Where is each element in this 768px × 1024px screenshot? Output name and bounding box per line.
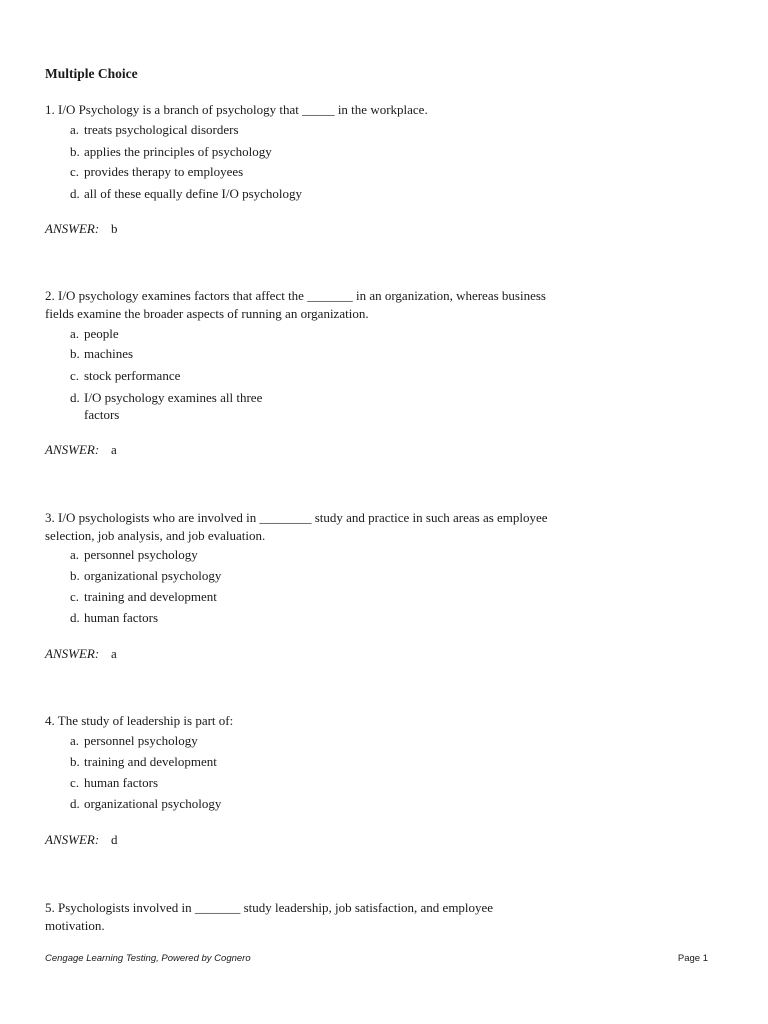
- option-text: I/O psychology examines all three: [84, 390, 263, 405]
- option-d[interactable]: [70, 390, 262, 406]
- option-a[interactable]: [70, 547, 198, 563]
- option-c[interactable]: [70, 775, 158, 791]
- answer-line: [45, 832, 118, 848]
- option-text: human factors: [84, 610, 159, 625]
- option-letter: a.: [70, 733, 80, 748]
- option-text: human factors: [84, 775, 159, 790]
- option-a[interactable]: [70, 733, 198, 749]
- question-stem: 4. The study of leadership is part of:: [45, 713, 234, 728]
- option-letter: a.: [70, 547, 80, 562]
- option-b[interactable]: [70, 346, 133, 362]
- option-letter: d.: [70, 796, 80, 811]
- answer-line: [45, 221, 118, 237]
- option-text: people: [84, 326, 119, 341]
- answer-label: ANSWER:: [45, 832, 100, 847]
- question-stem-continued: selection, job analysis, and job evaluation.: [45, 528, 266, 543]
- option-letter: c.: [70, 775, 80, 790]
- option-letter: c.: [70, 368, 80, 383]
- question-stem: 1. I/O Psychology is a branch of psychology that _____ in the workplace.: [45, 102, 428, 117]
- option-letter: b.: [70, 144, 80, 159]
- option-b[interactable]: [70, 568, 221, 584]
- section-title: Multiple Choice: [45, 66, 138, 81]
- option-letter: b.: [70, 568, 80, 583]
- page-number: Page 1: [677, 953, 708, 964]
- option-a[interactable]: [70, 122, 239, 138]
- option-c[interactable]: [70, 368, 180, 384]
- answer-value: d: [111, 832, 118, 847]
- option-d[interactable]: [70, 610, 158, 626]
- option-letter: c.: [70, 589, 80, 604]
- option-letter: a.: [70, 122, 80, 137]
- option-letter: b.: [70, 346, 80, 361]
- option-d[interactable]: [70, 186, 302, 202]
- question-stem-continued: fields examine the broader aspects of running an organization.: [45, 306, 369, 321]
- question-stem: 5. Psychologists involved in _______ study leadership, job satisfaction, and employee: [45, 900, 494, 915]
- option-text: stock performance: [84, 368, 181, 383]
- answer-value: b: [111, 221, 118, 236]
- option-letter: c.: [70, 164, 80, 179]
- option-b[interactable]: [70, 754, 217, 770]
- option-letter: a.: [70, 326, 80, 341]
- option-text: treats psychological disorders: [84, 122, 239, 137]
- question-stem: 3. I/O psychologists who are involved in ________ study and practice in such areas as employee: [45, 510, 548, 525]
- answer-label: ANSWER:: [45, 442, 100, 457]
- option-d[interactable]: [70, 796, 221, 812]
- option-text: organizational psychology: [84, 796, 222, 811]
- option-text: applies the principles of psychology: [84, 144, 272, 159]
- option-c[interactable]: [70, 164, 243, 180]
- option-letter: d.: [70, 186, 80, 201]
- option-text: personnel psychology: [84, 547, 198, 562]
- option-text: training and development: [84, 589, 217, 604]
- answer-line: [45, 442, 117, 458]
- question-stem-continued: motivation.: [45, 918, 105, 933]
- footer-publisher: Cengage Learning Testing, Powered by Cognero: [45, 953, 251, 964]
- option-b[interactable]: [70, 144, 272, 160]
- answer-label: ANSWER:: [45, 221, 100, 236]
- option-letter: b.: [70, 754, 80, 769]
- answer-value: a: [111, 442, 117, 457]
- option-text: training and development: [84, 754, 217, 769]
- option-letter: d.: [70, 390, 80, 405]
- option-a[interactable]: [70, 326, 119, 342]
- question-stem: 2. I/O psychology examines factors that affect the _______ in an organization, whereas business: [45, 288, 546, 303]
- answer-line: [45, 646, 117, 662]
- option-text-continued: factors: [84, 407, 120, 422]
- answer-label: ANSWER:: [45, 646, 100, 661]
- option-letter: d.: [70, 610, 80, 625]
- option-text: provides therapy to employees: [84, 164, 244, 179]
- option-text: personnel psychology: [84, 733, 198, 748]
- answer-value: a: [111, 646, 117, 661]
- option-text: all of these equally define I/O psychology: [84, 186, 303, 201]
- option-text: organizational psychology: [84, 568, 222, 583]
- option-text: machines: [84, 346, 134, 361]
- option-c[interactable]: [70, 589, 217, 605]
